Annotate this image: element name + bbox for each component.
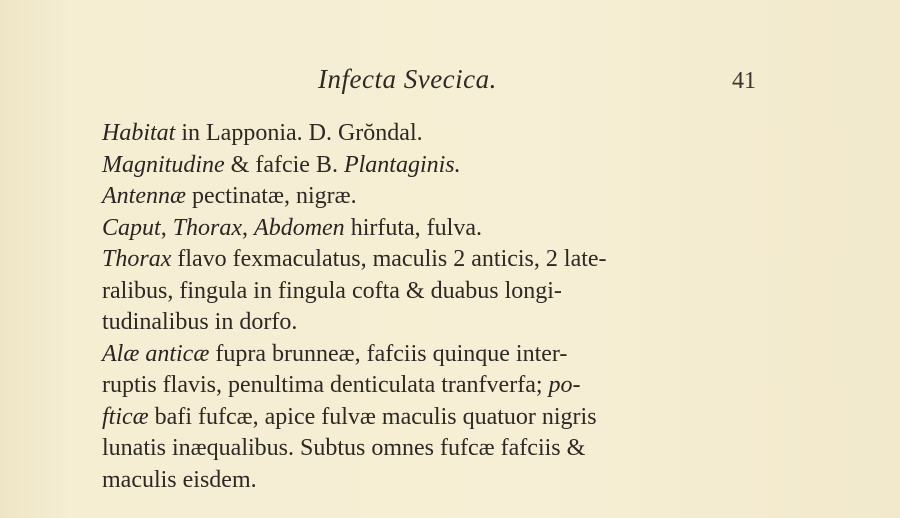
line-text: , <box>242 214 255 241</box>
text-line-thorax <box>102 244 782 276</box>
term-abdomen: Abdomen <box>254 214 345 241</box>
term-caput: Caput <box>102 214 161 241</box>
text-line-habitat <box>102 118 782 150</box>
line-text: tudinalibus in dorfo. <box>102 309 298 335</box>
text-line-continuation <box>102 276 782 308</box>
line-text: maculis eisdem. <box>102 466 257 493</box>
line-text: in Lapponia. D. Grŏndal. <box>175 120 423 146</box>
term-alae-anticae: Alæ anticæ <box>102 340 210 367</box>
term-po: po- <box>548 372 581 398</box>
term-magnitudine: Magnitudine <box>102 151 225 178</box>
line-text: ruptis flavis, penultima denticulata tranfverfa; <box>102 372 549 398</box>
text-line-continuation <box>102 433 782 465</box>
line-text: hirfuta, fulva. <box>344 214 482 241</box>
line-text: fupra brunneæ, fafciis quinque inter- <box>209 340 568 367</box>
text-line-continuation <box>102 465 782 497</box>
term-posticae: fticæ <box>102 403 149 430</box>
line-text: lunatis inæqualibus. Subtus omnes fufcæ fafciis & <box>102 435 586 461</box>
line-text: , <box>160 214 173 241</box>
term-thorax: Thorax <box>102 246 172 272</box>
body-text <box>102 118 782 496</box>
term-antennae: Antennæ <box>102 183 186 209</box>
text-line-magnitudine <box>102 150 782 182</box>
term-thorax: Thorax <box>172 214 243 241</box>
text-line-continuation <box>102 307 782 339</box>
running-head <box>0 60 900 100</box>
term-habitat: Habitat <box>102 120 176 146</box>
text-line-continuation <box>102 370 782 402</box>
text-line-posticae <box>102 402 782 434</box>
text-line-antennae <box>102 181 782 213</box>
line-text: ralibus, fingula in fingula cofta & duabus longi- <box>102 277 562 304</box>
term-plantaginis: Plantaginis. <box>343 151 461 178</box>
running-title: Infecta Svecica. <box>318 64 497 94</box>
page-number: 41 <box>732 68 756 94</box>
line-text: pectinatæ, nigræ. <box>186 183 357 209</box>
text-line-caput <box>102 213 782 245</box>
line-text: flavo fexmaculatus, maculis 2 anticis, 2 late- <box>171 246 607 272</box>
text-line-alae-anticae <box>102 339 782 371</box>
line-text: & fafcie B. <box>224 151 344 178</box>
line-text: bafi fufcæ, apice fulvæ maculis quatuor nigris <box>148 403 597 430</box>
